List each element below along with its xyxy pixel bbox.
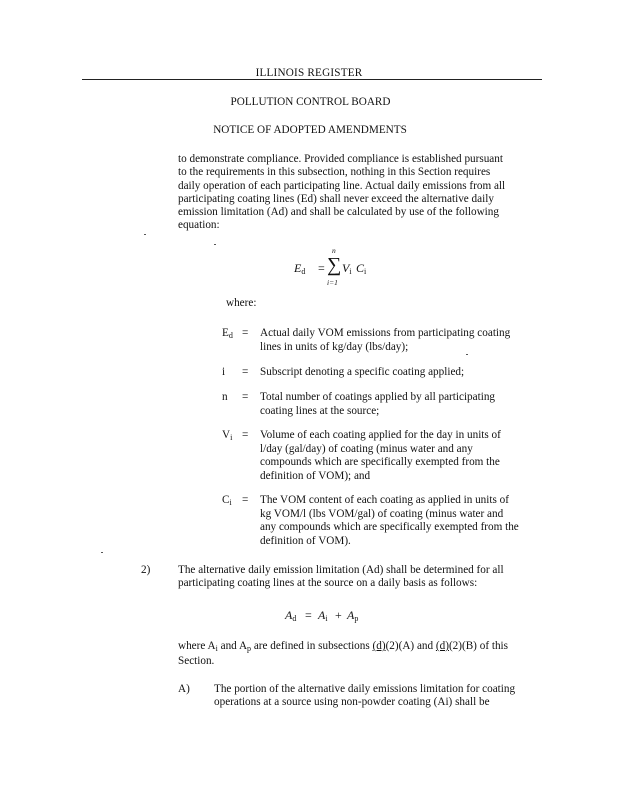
definition-text: The VOM content of each coating as applied in units of kg VOM/l (lbs VOM/gal) of coating (minus water and any compounds which are specifically exempted from the definition of VOM). xyxy=(260,494,519,547)
where-ai-ap-text: where $A_i$ and $A_p$ are defined in subsections (d)(2)(A) and (d)(2)(B) of this Section. xyxy=(178,640,508,668)
scan-speck xyxy=(466,354,468,355)
definition-equals: = xyxy=(242,494,249,506)
board-title: POLLUTION CONTROL BOARD xyxy=(230,96,391,108)
eq2-plus: + xyxy=(335,608,342,622)
intro-line: to the requirements in this subsection, nothing in this Section requires xyxy=(178,166,491,179)
eq1-term-v: $V_i$ xyxy=(342,261,352,276)
definition-text: Volume of each coating applied for the day in units of l/day (gal/day) of coating (minus water and any compounds which are specifically exempted from the definition of VOM); and xyxy=(260,429,501,482)
definition-text: Actual daily VOM emissions from participating coating lines in units of kg/day (lbs/day); xyxy=(260,327,511,353)
eq2-lhs: $A_d$ xyxy=(285,608,297,623)
scan-speck xyxy=(144,234,146,235)
definition-equals: = xyxy=(242,391,249,403)
eq2-term-ai: $A_i$ xyxy=(318,608,328,623)
definition-term: $V_i$ xyxy=(222,429,233,442)
subsection-link[interactable]: (d) xyxy=(435,640,449,652)
intro-line: daily operation of each participating line. Actual daily emissions from all xyxy=(178,179,506,192)
item-a-text: The portion of the alternative daily emissions limitation for coating operations at a source using non-powder coating (Ai) shall be xyxy=(214,683,516,709)
register-title: ILLINOIS REGISTER xyxy=(255,67,363,79)
intro-line: to demonstrate compliance. Provided compliance is established pursuant xyxy=(178,153,503,165)
definition-term: i xyxy=(222,366,226,378)
sum-upper-limit: n xyxy=(332,246,336,255)
notice-title: NOTICE OF ADOPTED AMENDMENTS xyxy=(213,124,407,136)
scan-speck xyxy=(214,244,216,245)
sum-lower-limit: i=1 xyxy=(327,278,338,287)
where-label: where: xyxy=(226,297,257,309)
header-rule xyxy=(82,79,542,80)
intro-paragraph xyxy=(178,153,543,233)
definition-equals: = xyxy=(242,366,249,378)
eq1-lhs: $E_d$ xyxy=(294,261,306,276)
definition-text: Total number of coatings applied by all participating coating lines at the source; xyxy=(260,391,496,417)
intro-line: emission limitation (Ad) and shall be calculated by use of the following xyxy=(178,206,499,219)
item-a-label: A) xyxy=(178,683,190,695)
intro-line: participating coating lines (Ed) shall never exceed the alternative daily xyxy=(178,192,494,205)
item-2-number: 2) xyxy=(141,564,151,576)
intro-line: equation: xyxy=(178,219,220,232)
definition-equals: = xyxy=(242,327,249,339)
definition-text: Subscript denoting a specific coating applied; xyxy=(260,366,465,378)
eq2-term-ap: $A_p$ xyxy=(347,608,359,623)
definition-equals: = xyxy=(242,429,249,441)
subsection-link[interactable]: (d) xyxy=(372,640,386,652)
eq1-term-c: $C_i$ xyxy=(356,261,367,276)
summation-symbol: ∑ xyxy=(327,254,342,276)
definition-term: n xyxy=(222,391,228,403)
definition-term: $C_i$ xyxy=(222,494,232,507)
eq2-equals: = xyxy=(305,608,312,622)
item-2-text: The alternative daily emission limitation (Ad) shall be determined for all participating coating lines at the source on a daily basis as follows: xyxy=(178,564,504,590)
scan-speck xyxy=(101,552,103,553)
definition-term: $E_d$ xyxy=(222,327,233,340)
eq1-equals: = xyxy=(318,261,325,275)
